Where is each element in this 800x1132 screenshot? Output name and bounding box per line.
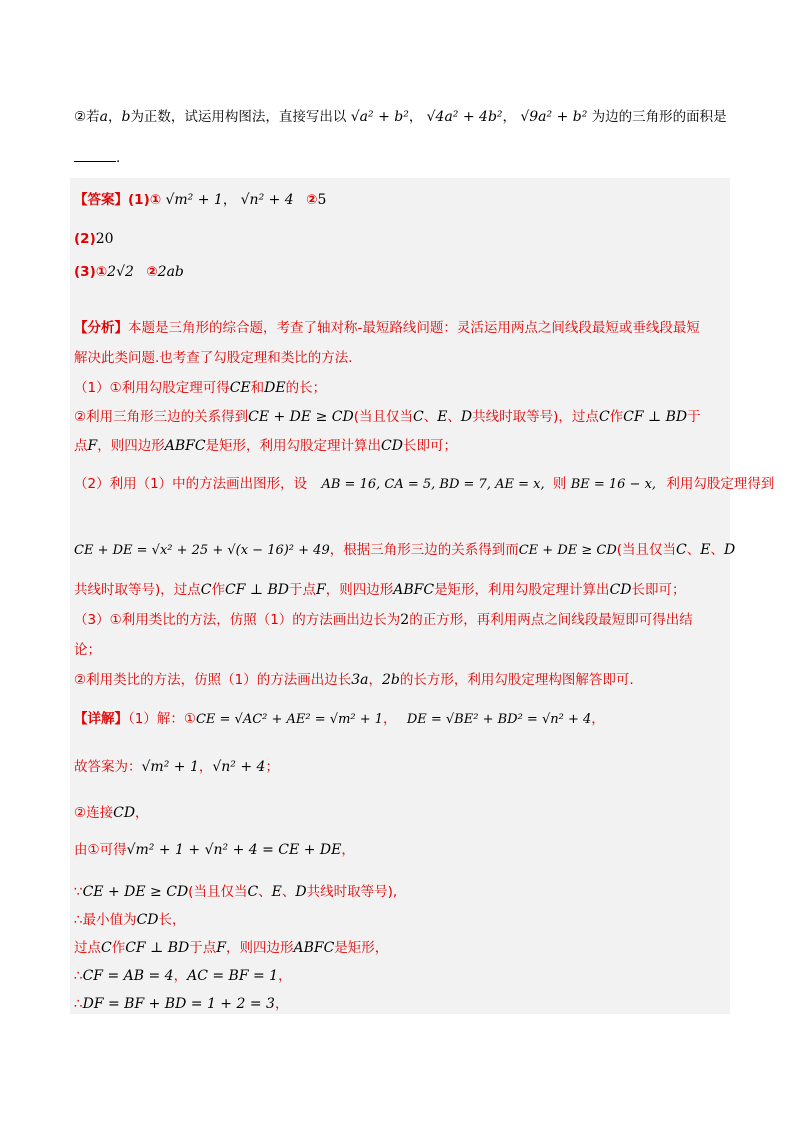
analysis-text: 论； <box>74 642 101 658</box>
math-expr: D <box>295 884 307 900</box>
period: . <box>116 150 121 166</box>
analysis-text: 点 <box>74 438 88 454</box>
answer-value: √n² + 4 <box>240 192 294 208</box>
analysis-text: 解决此类问题.也考查了勾股定理和类比的方法. <box>74 350 353 366</box>
detail-text: ， <box>278 968 292 984</box>
detail-text: 共线时取等号), <box>306 884 398 900</box>
math-expr: DF = BF + BD = 1 + 2 = 3 <box>82 996 275 1012</box>
math-expr: CD <box>609 582 632 598</box>
analysis-text: 于 <box>687 409 701 425</box>
math-expr: E <box>700 542 711 558</box>
math-expr: ABFC <box>393 582 435 598</box>
detail-text: 由①可得 <box>74 842 127 858</box>
detail-text: 是矩形， <box>334 940 389 956</box>
detail-text: ， <box>135 805 149 821</box>
analysis-text: 的正方形，再利用两点之间线段最短即可得出结 <box>409 612 693 628</box>
math-expr: F <box>316 582 326 598</box>
analysis-text: 作 <box>609 409 624 425</box>
analysis-text: ，则四边形 <box>325 582 394 598</box>
analysis-text: 共线时取等号)，过点 <box>74 582 201 598</box>
math-expr: F <box>87 438 98 454</box>
math-expr: DE <box>264 380 286 396</box>
answer-value: 2√2 <box>107 264 134 280</box>
analysis-text: ， <box>368 672 382 688</box>
analysis-text: ，根据三角形三边的关系得到而 <box>329 542 519 558</box>
detail-text: ， <box>383 711 397 727</box>
answer-value: √m² + 1 <box>165 192 223 208</box>
detail-text: 长， <box>158 912 186 928</box>
math-expr: CF = AB = 4 <box>82 968 174 984</box>
answer-sublabel: ② <box>146 264 158 280</box>
expr-sqrt-3: √9a² + b² <box>520 109 588 125</box>
math-expr: CE <box>229 380 251 396</box>
detail-text: 于点 <box>189 940 217 956</box>
detail-text: 过点 <box>74 940 101 956</box>
answer-line-3 <box>74 264 184 280</box>
math-expr: D <box>724 542 736 558</box>
math-expr: CE + DE ≥ CD <box>248 409 354 425</box>
math-expr: CE + DE = √x² + 25 + √(x − 16)² + 49 <box>74 543 330 558</box>
math-expr: 2b <box>381 672 400 688</box>
math-expr: CF ⊥ BD <box>125 940 190 956</box>
math-expr: C <box>412 409 424 425</box>
analysis-text: 、 <box>710 542 724 558</box>
analysis-line-2 <box>74 346 353 366</box>
detail-text: ， <box>198 759 213 775</box>
analysis-text: (当且仅当 <box>616 542 677 558</box>
detail-line-4 <box>74 838 355 858</box>
analysis-text: （3）①利用类比的方法，仿照（1）的方法画出边长为 <box>74 612 401 628</box>
detail-text: ②连接 <box>74 805 114 821</box>
analysis-text: 长即可； <box>402 438 457 454</box>
analysis-text: 共线时取等号)，过点 <box>472 409 599 425</box>
math-expr: CE + DE ≥ CD <box>518 543 617 558</box>
answer-line-2 <box>74 231 114 247</box>
analysis-text: ②利用三角形三边的关系得到 <box>74 409 249 425</box>
detail-text: ， <box>591 711 605 727</box>
therefore-symbol: ∴ <box>74 968 83 984</box>
detail-text: （1）解：① <box>128 711 196 727</box>
math-expr: AB = 16, CA = 5, BD = 7, AE = x, <box>321 477 545 492</box>
math-expr: CF ⊥ BD <box>225 582 290 598</box>
analysis-text: 是矩形，利用勾股定理计算出 <box>434 582 610 598</box>
answer-tag: 【答案】 <box>74 192 128 208</box>
math-expr: C <box>598 409 610 425</box>
detail-line-9 <box>74 992 288 1012</box>
analysis-text: 作 <box>211 582 225 598</box>
detail-text: ， <box>341 842 355 858</box>
question-text-2: 为边的三角形的面积是 <box>591 109 727 125</box>
detail-line-5 <box>74 880 397 900</box>
analysis-text: 是矩形，利用勾股定理计算出 <box>205 438 382 454</box>
analysis-tag: 【分析】 <box>74 320 128 336</box>
detail-text: ∴最小值为 <box>74 912 137 928</box>
answer-value: 2ab <box>157 264 184 280</box>
var-a: a <box>99 109 108 125</box>
math-expr: 2 <box>400 612 410 628</box>
comma: ， <box>222 192 237 208</box>
analysis-text: 本题是三角形的综合题，考查了轴对称-最短路线问题：灵活运用两点之间线段最短或垂线段最短 <box>128 320 700 336</box>
analysis-line-5 <box>74 434 457 454</box>
detail-text: 故答案为： <box>74 759 142 775</box>
expr-sqrt-1: √a² + b² <box>350 109 409 125</box>
analysis-text: 则 <box>552 476 567 492</box>
analysis-text: ②利用类比的方法，仿照（1）的方法画出边长 <box>74 672 352 688</box>
comma: ， <box>502 109 517 125</box>
detail-text: ，则四边形 <box>225 940 294 956</box>
math-expr: C <box>101 940 112 956</box>
math-expr: C <box>676 542 687 558</box>
comma: ， <box>408 109 423 125</box>
answer-part2-label: (2) <box>74 231 96 247</box>
detail-text: ， <box>274 996 289 1012</box>
analysis-line-9 <box>74 608 693 628</box>
detail-tag: 【详解】 <box>74 711 128 727</box>
detail-text: 、 <box>258 884 272 900</box>
analysis-text: 于点 <box>289 582 317 598</box>
math-expr: ABFC <box>293 940 335 956</box>
math-expr: CF ⊥ BD <box>623 409 688 425</box>
math-expr: CD <box>136 912 159 928</box>
detail-text: ； <box>265 759 279 775</box>
analysis-line-6 <box>74 472 774 492</box>
analysis-text: 、 <box>423 409 438 425</box>
math-expr: C <box>200 582 212 598</box>
question-line <box>74 105 727 125</box>
detail-line-8 <box>74 964 292 984</box>
because-symbol: ∵ <box>74 884 83 900</box>
therefore-symbol: ∴ <box>74 996 83 1012</box>
math-expr: E <box>437 409 448 425</box>
detail-line-3 <box>74 801 149 821</box>
math-expr: ABFC <box>164 438 206 454</box>
math-expr: D <box>460 409 473 425</box>
math-expr: √m² + 1 + √n² + 4 = CE + DE <box>126 842 342 858</box>
comma: ， <box>107 109 122 125</box>
analysis-text: 和 <box>250 380 265 396</box>
analysis-text: 利用勾股定理得到 <box>666 476 775 492</box>
analysis-text: 的长； <box>285 380 327 396</box>
analysis-text: 、 <box>447 409 461 425</box>
analysis-text: ，则四边形 <box>97 438 165 454</box>
answer-value: 5 <box>317 192 327 208</box>
math-expr: C <box>247 884 259 900</box>
detail-line-2 <box>74 755 279 775</box>
detail-line-7 <box>74 936 388 956</box>
detail-text: ， <box>173 968 188 984</box>
question-prefix: ②若 <box>74 109 100 125</box>
detail-line-1 <box>74 707 605 727</box>
math-expr: √n² + 4 <box>212 759 266 775</box>
math-expr: CE + DE ≥ CD <box>82 884 189 900</box>
detail-text: (当且仅当 <box>188 884 248 900</box>
analysis-line-10 <box>74 638 101 658</box>
math-expr: CE = √AC² + AE² = √m² + 1 <box>195 712 384 727</box>
math-expr: F <box>216 940 226 956</box>
answer-part3-label: (3)① <box>74 264 108 280</box>
detail-text: 、 <box>281 884 296 900</box>
math-expr: CD <box>381 438 403 454</box>
question-text: 为正数，试运用构图法，直接写出以 <box>130 109 347 125</box>
math-expr: DE = √BE² + BD² = √n² + 4 <box>406 712 592 727</box>
answer-blank-line <box>74 150 120 166</box>
analysis-text: 的长方形，利用勾股定理构图解答即可. <box>399 672 634 688</box>
answer-part1-label: (1)① <box>128 192 162 208</box>
var-b: b <box>121 109 131 125</box>
analysis-line-4 <box>74 405 701 425</box>
analysis-text: 长即可； <box>631 582 686 598</box>
detail-line-6 <box>74 908 186 928</box>
analysis-text: （2）利用（1）中的方法画出图形，设 <box>74 476 308 492</box>
answer-blank <box>74 160 116 162</box>
math-expr: CD <box>113 805 136 821</box>
detail-text: 作 <box>111 940 126 956</box>
math-expr: BE = 16 − x, <box>570 477 657 492</box>
answer-sublabel: ② <box>306 192 318 208</box>
analysis-line-11 <box>74 668 634 688</box>
analysis-line-7 <box>74 538 735 558</box>
answer-line-1 <box>74 188 326 208</box>
math-expr: 3a <box>351 672 369 688</box>
analysis-text: (当且仅当 <box>353 409 413 425</box>
analysis-text: （1）①利用勾股定理可得 <box>74 380 230 396</box>
math-expr: E <box>271 884 282 900</box>
analysis-text: 、 <box>686 542 701 558</box>
math-expr: AC = BF = 1 <box>187 968 279 984</box>
analysis-line-1 <box>74 316 700 336</box>
analysis-line-8 <box>74 578 686 598</box>
math-expr: √m² + 1 <box>141 759 199 775</box>
analysis-line-3 <box>74 376 326 396</box>
expr-sqrt-2: √4a² + 4b² <box>426 109 503 125</box>
answer-value: 20 <box>95 231 114 247</box>
